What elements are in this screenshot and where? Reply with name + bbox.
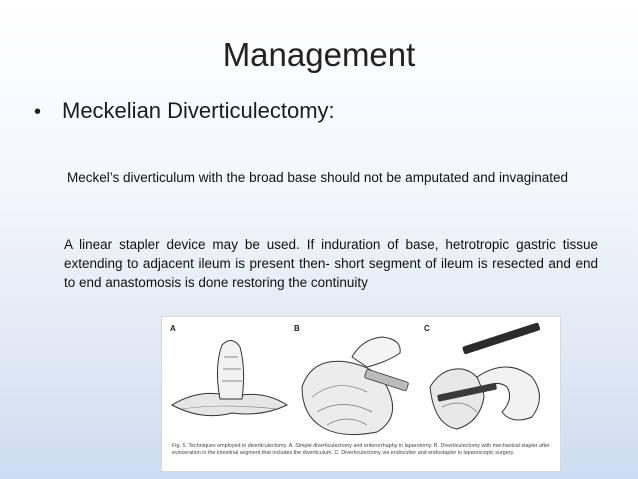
panel-label-a: A [170,324,176,333]
figure-caption: Fig. 5. Techniques employed in diverticulectomy. A. Simple diverticulectomy and enterorrhaphy in laparotomy. B. Diverticulectomy with mechanical stapler after evisceration in the intestinal segment that includes the diverticulum. C. Diverticulectomy via endocutter and endostapler in laparoscopic surgery. [172,443,550,456]
paragraph-broad-base: Meckel’s diverticulum with the broad base should not be amputated and invaginated [67,170,569,185]
surgical-figure [161,316,561,472]
bullet-text: Meckelian Diverticulectomy: [62,98,335,123]
panel-label-c: C [424,324,430,333]
panel-label-b: B [294,324,300,333]
slide-title: Management [222,36,416,73]
paragraph-stapler: A linear stapler device may be used. If induration of base, hetrotropic gastric tissue extending to adjacent ileum is present then- short segment of ileum is resected and end to end anastomosis is done restoring the continuity [64,237,598,290]
panel-a-illustration [170,324,287,416]
panel-b-illustration [294,324,409,435]
figure-illustration [162,317,560,441]
bullet-dot-icon: • [34,101,42,123]
bullet-item [34,98,335,124]
panel-c-illustration [424,322,541,429]
